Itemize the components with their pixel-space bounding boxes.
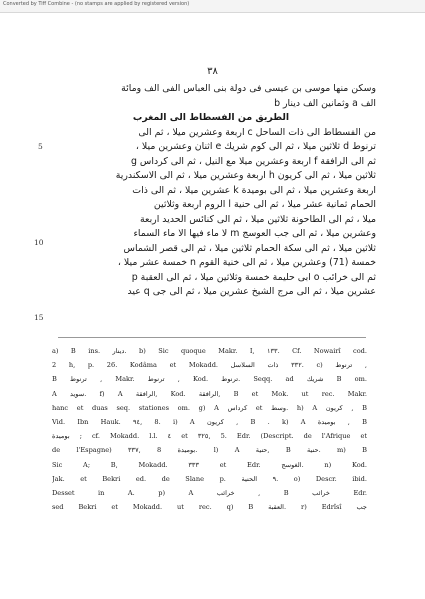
- footnote-line: a) B ins. دينار. b) Sic quoque Makr. I, ١٣٣. Cf. Nowairî cod.: [52, 347, 367, 355]
- footnote-line: hanc et duas seq. stationes om. g) A كرداس et وسط. h) A كريون , B: [52, 403, 367, 412]
- page-number: ٣٨: [207, 66, 218, 77]
- text-line: ترنوط d ثلاثين ميلا ، ثم الى كوم شريك e اثنان وعشرين ميلا ،: [135, 141, 376, 152]
- text-line: ثلاثين ميلا ، ثم الى كريون h اربعة وعشرين ميلا ، ثم الى الاسكندرية: [115, 170, 376, 181]
- line-number: 15: [34, 313, 44, 322]
- text-line: ثم الى الرافقة f اربعة وعشرين ميلا مع النيل ، ثم الى كرداس g: [130, 155, 376, 167]
- footnote-line: Desset in A. p) A خرائب , B خرائب Edr.: [52, 488, 367, 497]
- text-line: من الفسطاط الى ذات الساحل c اربعة وعشرين ميلا ، ثم الى: [138, 126, 376, 138]
- text-line: الحمام ثمانية عشر ميلا ، ثم الى حنية l الروم اربعة وثلاثين: [153, 199, 376, 210]
- footnotes: [52, 344, 367, 514]
- footnote-line: Sic A; B, Mokadd. ٣٣٣ et Edr. الغوسج. n) Kod.: [52, 460, 367, 469]
- footnote-separator: [58, 337, 366, 338]
- footnote-line: A سويد. f) A الرافقة, Kod. الرافقة, B et Mok. ut rec. Makr.: [52, 389, 367, 398]
- line-number: 5: [38, 142, 43, 151]
- line-number: 10: [34, 238, 44, 247]
- footnote-line: Jak. et Bekri ed. de Slane p. ٩ الحنية. o) Descr. ibid.: [52, 474, 367, 483]
- text-line: عشرين ميلا ، ثم الى مرج الشيخ عشرين ميلا ، ثم الى جى q عيد: [127, 286, 376, 297]
- footnote-line: B ترنوط , Makr. ترنوط , Kod. ترنوط. Seqq. ad شريك B om.: [52, 375, 367, 384]
- footnote-line: 2 h, p. 26. Kodâma et Mokadd. ٣٣٢ ذات السلاسل. c) ترنوط ,: [52, 361, 367, 370]
- footnote-line: sed Bekri et Mokadd. ut rec. q) B العقبة. r) Edrîsî جب: [52, 503, 367, 512]
- text-line: وسكن منها موسى بن عيسى فى دولة بنى العباس الفى الف ومائة: [121, 83, 376, 94]
- footnote-line: Vid. Ibn Hauk. ٩٤, 8. i) A كريون , B . k) A بوميدة , B: [52, 417, 367, 426]
- arabic-main-text: [46, 82, 376, 300]
- text-line: وعشرين ميلا ، ثم الى جب العوسج m لا ماء فيها الا ماء السماء: [133, 228, 376, 239]
- text-line: خمسة (71) وعشرين ميلا ، ثم الى خنية القوم n خمسة عشر ميلا ،: [117, 257, 376, 268]
- text-line: اربعة وعشرين ميلا ، ثم الى بوميدة k عشرين ميلا ، ثم الى ذات: [132, 184, 376, 196]
- converter-banner: [0, 0, 425, 13]
- text-line: ثلاثين ميلا ، ثم الى سكة الحمام ثلاثين ميلا ، ثم الى قصر الشماس: [123, 242, 376, 254]
- text-line: الف a وثمانين الف دينار b: [274, 97, 376, 109]
- converter-stamp-text: Converted by Tiff Combine - (no stamps are applied by registered version): [3, 1, 190, 7]
- footnote-line: de l'Espagne) ٣٣٧, 8 بوميدة. l) A حنية, B حنية. m) B: [52, 446, 367, 455]
- section-heading: الطريق من الفسطاط الى المغرب: [132, 112, 290, 123]
- footnote-line: بوميدة ; cf. Mokadd. l.l. ٤ et ٣٢٥, 5. Edr. (Descript. de l'Afrique et: [52, 432, 367, 441]
- text-line: ثم الى خرائب o ابى حليمة خمسة وثلاثين ميلا ، ثم الى العقبة p: [131, 271, 376, 283]
- text-line: ميلا ، ثم الى الطاحونة ثلاثين ميلا ، ثم الى كنائس الحديد اربعة: [140, 213, 376, 225]
